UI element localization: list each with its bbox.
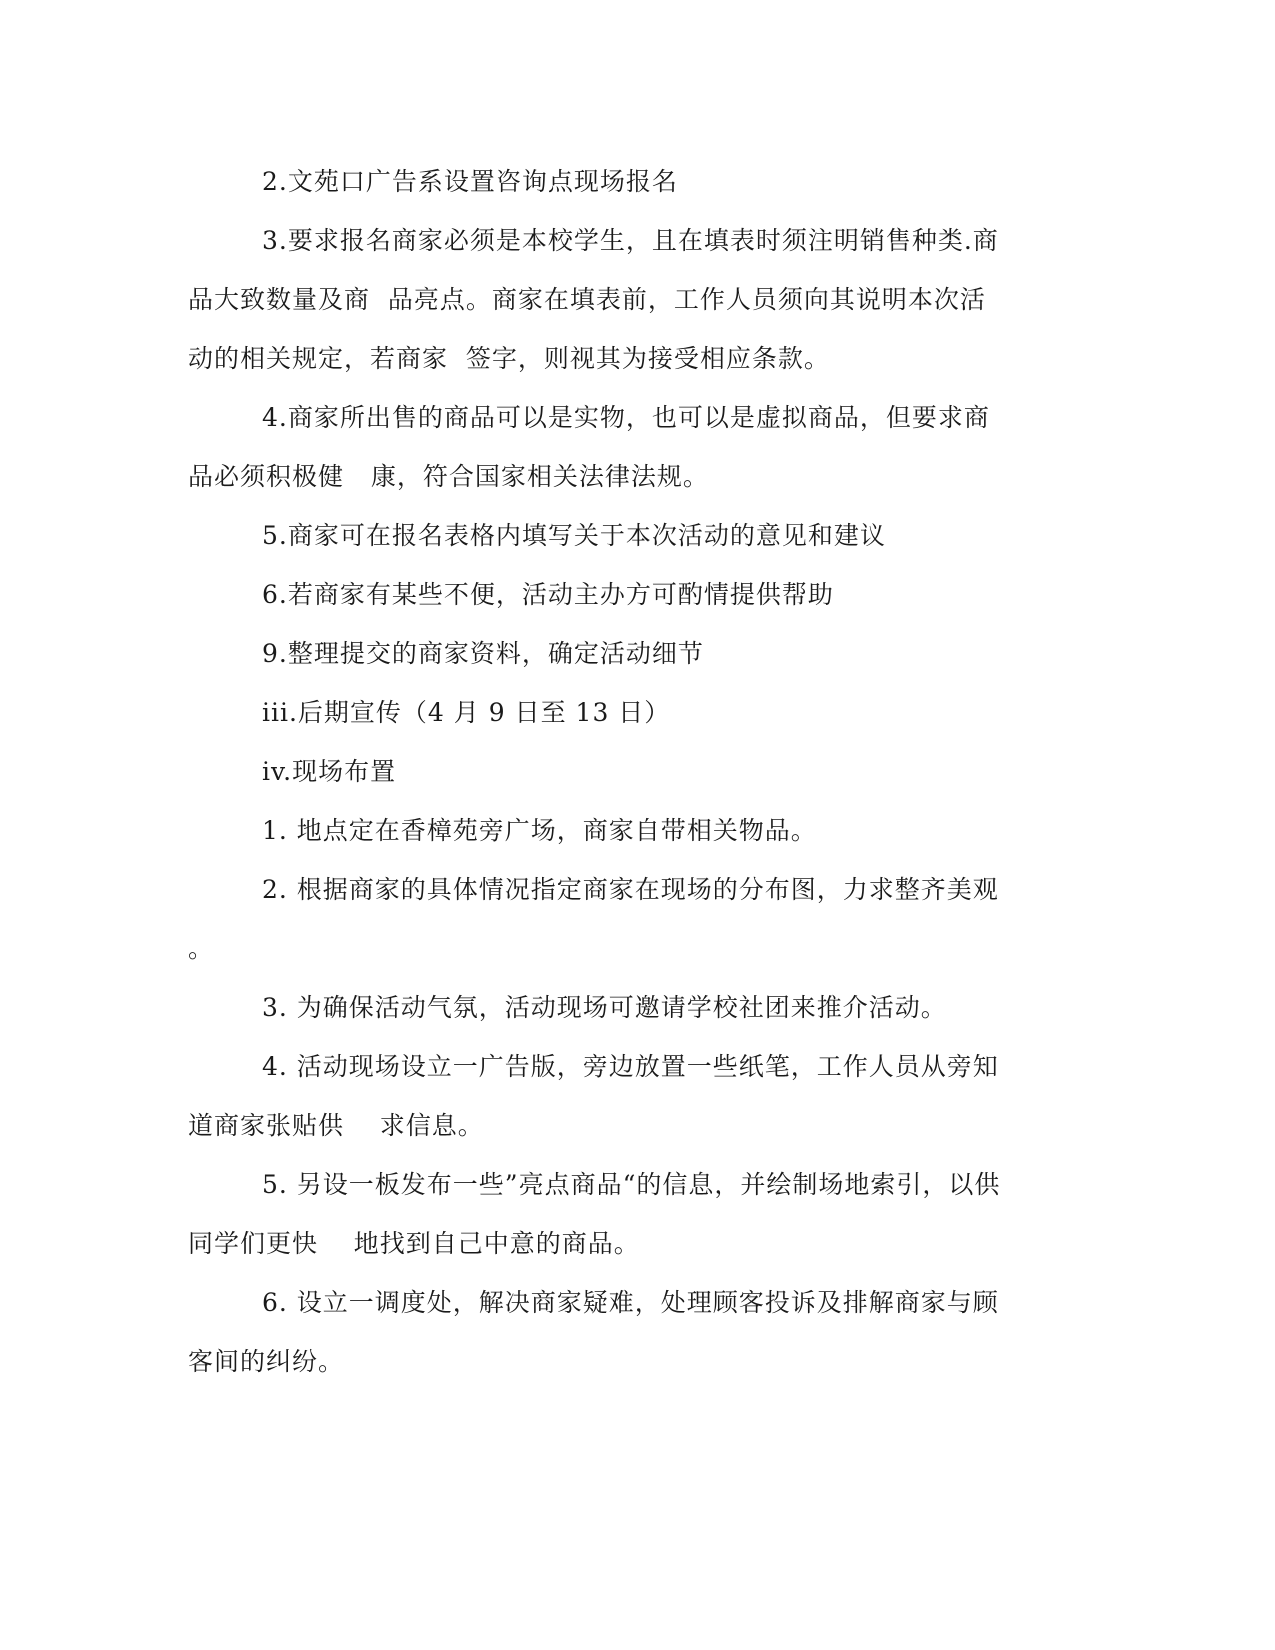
paragraph-line: 3. 为确保活动气氛，活动现场可邀请学校社团来推介活动。 [262, 993, 947, 1022]
section-heading: iii.后期宣传（4 月 9 日至 13 日） [262, 698, 671, 727]
paragraph-line: 2.文苑口广告系设置咨询点现场报名 [262, 167, 678, 196]
paragraph-line: 客间的纠纷。 [188, 1347, 345, 1376]
paragraph-line: 动的相关规定，若商家 签字，则视其为接受相应条款。 [188, 344, 830, 373]
paragraph-line: 6. 设立一调度处，解决商家疑难，处理顾客投诉及排解商家与顾 [262, 1288, 999, 1317]
paragraph-line: 5. 另设一板发布一些”亮点商品“的信息，并绘制场地索引，以供 [262, 1170, 1001, 1199]
paragraph-line: 品大致数量及商 品亮点。商家在填表前，工作人员须向其说明本次活 [188, 285, 986, 314]
paragraph-line: 1. 地点定在香樟苑旁广场，商家自带相关物品。 [262, 816, 817, 845]
paragraph-line: 同学们更快 地找到自己中意的商品。 [188, 1229, 640, 1258]
paragraph-line: 4.商家所出售的商品可以是实物，也可以是虚拟商品，但要求商 [262, 403, 990, 432]
paragraph-line: 6.若商家有某些不便，活动主办方可酌情提供帮助 [262, 580, 834, 609]
paragraph-line: 道商家张贴供 求信息。 [188, 1111, 484, 1140]
paragraph-line: 品必须积极健 康，符合国家相关法律法规。 [188, 462, 709, 491]
paragraph-line: 3.要求报名商家必须是本校学生，且在填表时须注明销售种类.商 [262, 226, 999, 255]
section-heading: iv.现场布置 [262, 757, 397, 786]
paragraph-line: 2. 根据商家的具体情况指定商家在现场的分布图，力求整齐美观 [262, 875, 999, 904]
paragraph-line: 4. 活动现场设立一广告版，旁边放置一些纸笔，工作人员从旁知 [262, 1052, 999, 1081]
paragraph-line: 5.商家可在报名表格内填写关于本次活动的意见和建议 [262, 521, 886, 550]
paragraph-line: 9.整理提交的商家资料，确定活动细节 [262, 639, 704, 668]
paragraph-line: 。 [188, 934, 215, 963]
